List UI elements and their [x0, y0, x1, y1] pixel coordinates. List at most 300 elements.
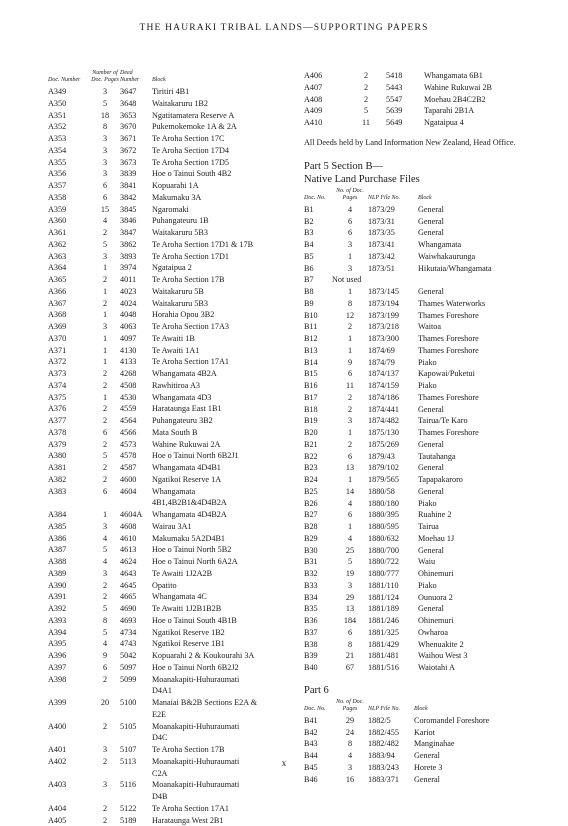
file-number: 1881/325 [368, 627, 418, 639]
table-row [304, 251, 544, 263]
file-number: 5100 [120, 697, 152, 709]
page-count: 12 [332, 310, 368, 322]
file-number: 1874/137 [368, 368, 418, 380]
doc-number: A358 [48, 192, 90, 204]
block-name: Te Aroha Section 17D5 [152, 157, 300, 169]
table-row [304, 427, 544, 439]
page-count: 2 [90, 368, 120, 380]
page-count: 3 [332, 415, 368, 427]
block-name: Wahine Rukuwai 2A [152, 439, 300, 451]
block-name: Kariot [414, 727, 544, 739]
file-number: 1882/5 [368, 715, 414, 727]
block-name: Thames Foreshore [418, 345, 544, 357]
doc-number: A390 [48, 580, 90, 592]
page-count: 13 [332, 603, 368, 615]
block-name: Moanakapiti-Huhuraumati [152, 779, 300, 791]
doc-number: A397 [48, 662, 90, 674]
table-row [304, 117, 544, 129]
table-row [48, 392, 300, 404]
page-count: 6 [332, 451, 368, 463]
table-row [48, 509, 300, 521]
doc-number: A377 [48, 415, 90, 427]
block-continuation: 4B1,4B2B1&4D4B2A [48, 497, 300, 509]
file-number: 1879/565 [368, 474, 418, 486]
table-row [48, 368, 300, 380]
page-count: 6 [332, 509, 368, 521]
table-row [48, 721, 300, 733]
block-name: Wahine Rukuwai 2B [424, 82, 544, 94]
doc-number: B35 [304, 603, 332, 615]
block-name: Whangamata 4B2A [152, 368, 300, 380]
file-number: 5418 [386, 70, 424, 82]
block-name: Manginahae [414, 738, 544, 750]
file-number: 3974 [120, 262, 152, 274]
block-name: Piako [418, 357, 544, 369]
doc-number: B38 [304, 639, 332, 651]
block-name: Ohinemuri [418, 568, 544, 580]
table-row [48, 180, 300, 192]
block-name: Te Awaiti 1J2B1B2B [152, 603, 300, 615]
doc-number: B32 [304, 568, 332, 580]
block-name: Ngatikoi Reserve 1B2 [152, 627, 300, 639]
doc-number: A396 [48, 650, 90, 662]
page-count: 8 [332, 738, 368, 750]
table-row [48, 768, 300, 780]
table-row [48, 168, 300, 180]
block-name: Waitakaruru 5B3 [152, 298, 300, 310]
file-number: 1874/441 [368, 404, 418, 416]
page-count: 25 [332, 545, 368, 557]
page-number: x [0, 758, 568, 768]
doc-number: B17 [304, 392, 332, 404]
file-number: 1875/130 [368, 427, 418, 439]
page-count: 16 [332, 774, 368, 786]
page-count: 2 [346, 94, 386, 106]
file-number: 4645 [120, 580, 152, 592]
header-doc-number: Doc. Number [48, 70, 90, 86]
block-name: General [414, 750, 544, 762]
file-number: 1880/722 [368, 556, 418, 568]
table-row [304, 556, 544, 568]
table-row [48, 239, 300, 251]
part6-table-body [304, 715, 544, 786]
table-row [48, 251, 300, 263]
doc-number: B44 [304, 750, 332, 762]
doc-number: A404 [48, 803, 90, 815]
file-number: 1882/482 [368, 738, 414, 750]
block-name: Te Aroha Section 17D1 & 17B [152, 239, 300, 251]
page-count: 4 [90, 638, 120, 650]
table-row [48, 356, 300, 368]
page-count: 4 [332, 204, 368, 216]
page-count: 14 [332, 486, 368, 498]
table-row [48, 403, 300, 415]
doc-number: B27 [304, 509, 332, 521]
page-count: 6 [90, 427, 120, 439]
page-count: 3 [90, 744, 120, 756]
page-count: 3 [90, 521, 120, 533]
page-count: 3 [90, 145, 120, 157]
table-row [304, 650, 544, 662]
block-name: Moanakapiti-Huhuraumati [152, 721, 300, 733]
page-count: 2 [90, 380, 120, 392]
page-count: 13 [332, 462, 368, 474]
block-name: Thames Foreshore [418, 310, 544, 322]
file-number: 4690 [120, 603, 152, 615]
doc-number: B34 [304, 592, 332, 604]
file-number: 3653 [120, 110, 152, 122]
doc-number: A386 [48, 533, 90, 545]
table-row [48, 204, 300, 216]
page-count: 2 [346, 82, 386, 94]
file-number: 1882/455 [368, 727, 414, 739]
doc-number: B7 [304, 274, 332, 286]
table-row [304, 298, 544, 310]
doc-number: A369 [48, 321, 90, 333]
page-count: 2 [332, 321, 368, 333]
table-row [48, 274, 300, 286]
file-number: 5122 [120, 803, 152, 815]
file-number: 1880/395 [368, 509, 418, 521]
doc-number: B12 [304, 333, 332, 345]
page-count: 6 [90, 192, 120, 204]
page-count: 1 [332, 521, 368, 533]
page-count: 5 [90, 544, 120, 556]
doc-number: B29 [304, 533, 332, 545]
page-count: 29 [332, 715, 368, 727]
file-number: 4573 [120, 439, 152, 451]
page-count: 3 [90, 251, 120, 263]
file-number: 1879/102 [368, 462, 418, 474]
block-name: Pukemokemoke 1A & 2A [152, 121, 300, 133]
file-number: 4665 [120, 591, 152, 603]
doc-number: B26 [304, 498, 332, 510]
page-count: 1 [90, 509, 120, 521]
block-name: Thames Foreshore [418, 333, 544, 345]
page-count: 2 [332, 392, 368, 404]
doc-number: A355 [48, 157, 90, 169]
file-number: 4508 [120, 380, 152, 392]
file-number: 1875/269 [368, 439, 418, 451]
table-row [48, 474, 300, 486]
doc-number: A406 [304, 70, 346, 82]
table-row [48, 697, 300, 709]
page-count: 1 [332, 286, 368, 298]
doc-number: B31 [304, 556, 332, 568]
doc-number: B1 [304, 204, 332, 216]
table-row [304, 345, 544, 357]
file-number: 1873/300 [368, 333, 418, 345]
block-name: Hoe o Tainui South 4B2 [152, 168, 300, 180]
block-name: Tapapakaroro [418, 474, 544, 486]
doc-number: A370 [48, 333, 90, 345]
file-number: 1873/29 [368, 204, 418, 216]
table-row [48, 309, 300, 321]
page-count: 4 [332, 498, 368, 510]
doc-number: B15 [304, 368, 332, 380]
file-number: 4734 [120, 627, 152, 639]
file-number: 5116 [120, 779, 152, 791]
doc-number: B9 [304, 298, 332, 310]
block-name: Puhangateuru 3B2 [152, 415, 300, 427]
table-row [304, 486, 544, 498]
page-count: 1 [332, 345, 368, 357]
doc-number: A376 [48, 403, 90, 415]
file-number: 1883/243 [368, 762, 414, 774]
file-number: 1883/94 [368, 750, 414, 762]
block-name: Whenuakite 2 [418, 639, 544, 651]
file-number: 1873/31 [368, 216, 418, 228]
file-number: 4023 [120, 286, 152, 298]
table-row [48, 486, 300, 498]
table-row [48, 544, 300, 556]
block-name: General [418, 227, 544, 239]
page-count: 6 [332, 227, 368, 239]
file-number: 1880/700 [368, 545, 418, 557]
header-doc-no: Doc. No. [304, 699, 332, 715]
doc-number: A359 [48, 204, 90, 216]
block-name: Whangamata [418, 239, 544, 251]
table-row [304, 592, 544, 604]
page-count: 2 [90, 298, 120, 310]
block-name: Moanakapiti-Huhuraumati [152, 674, 300, 686]
block-name: Makumaku 3A [152, 192, 300, 204]
doc-number: A352 [48, 121, 90, 133]
page-count: 2 [90, 580, 120, 592]
doc-number: B6 [304, 263, 332, 275]
page-count: 8 [332, 298, 368, 310]
page-count: 1 [332, 333, 368, 345]
block-name: Hoe o Tainui North 6A2A [152, 556, 300, 568]
page-count: 1 [332, 427, 368, 439]
block-name: Waitakaruru 5B3 [152, 227, 300, 239]
table-row [304, 404, 544, 416]
doc-number: A362 [48, 239, 90, 251]
file-number: 1880/58 [368, 486, 418, 498]
file-number: 1873/194 [368, 298, 418, 310]
block-name: Kopuarahi 1A [152, 180, 300, 192]
block-name: Ruahine 2 [418, 509, 544, 521]
table-row [48, 779, 300, 791]
table-row [48, 638, 300, 650]
file-number: 4604 [120, 486, 152, 498]
doc-number: B22 [304, 451, 332, 463]
page-count: 24 [332, 727, 368, 739]
file-number: 4643 [120, 568, 152, 580]
doc-number: A393 [48, 615, 90, 627]
page-count: 4 [90, 533, 120, 545]
table-row [304, 415, 544, 427]
table-row [304, 580, 544, 592]
page-count: 1 [90, 345, 120, 357]
doc-number: B11 [304, 321, 332, 333]
block-continuation: D4B [48, 791, 300, 803]
page-count: 8 [332, 639, 368, 651]
block-name: Waiu [418, 556, 544, 568]
block-name: Thames Foreshore [418, 392, 544, 404]
block-name: Opatito [152, 580, 300, 592]
table-row [48, 591, 300, 603]
page-count: 4 [90, 215, 120, 227]
table-row [304, 105, 544, 117]
doc-number: A387 [48, 544, 90, 556]
file-number: 1879/43 [368, 451, 418, 463]
block-name: Kopuarahi 2 & Koukourahi 3A [152, 650, 300, 662]
block-name: Te Aroha Section 17D1 [152, 251, 300, 263]
table-row [48, 345, 300, 357]
table-row [304, 545, 544, 557]
file-number: 1881/189 [368, 603, 418, 615]
table-row [304, 627, 544, 639]
page-count: 67 [332, 662, 368, 674]
file-number: 3846 [120, 215, 152, 227]
table-row [48, 732, 300, 744]
doc-number: A379 [48, 439, 90, 451]
table-row [48, 298, 300, 310]
block-name: Kapowai/Puketui [418, 368, 544, 380]
page-count: 6 [332, 368, 368, 380]
file-number: 3841 [120, 180, 152, 192]
block-name: Waiotahi A [418, 662, 544, 674]
table-row [48, 145, 300, 157]
table-row [304, 321, 544, 333]
doc-number: A356 [48, 168, 90, 180]
page-count: 3 [332, 239, 368, 251]
block-name: Horete 3 [414, 762, 544, 774]
table-row [48, 815, 300, 826]
block-name: Ngaromaki [152, 204, 300, 216]
doc-number: B3 [304, 227, 332, 239]
table-row [304, 274, 544, 286]
file-number: 4011 [120, 274, 152, 286]
page-count: 2 [90, 227, 120, 239]
block-name: Te Aroha Section 17A1 [152, 356, 300, 368]
table-row [304, 603, 544, 615]
part6-title: Part 6 [304, 684, 544, 697]
file-number: 1873/41 [368, 239, 418, 251]
file-number: 1874/482 [368, 415, 418, 427]
doc-number: A354 [48, 145, 90, 157]
table-row [48, 521, 300, 533]
page-count: 3 [90, 157, 120, 169]
page-count: 1 [90, 262, 120, 274]
doc-number: A402 [48, 756, 90, 768]
doc-number: A395 [48, 638, 90, 650]
not-used-note: Not used [332, 274, 544, 286]
part5-table-body [304, 204, 544, 674]
page-count: 6 [332, 627, 368, 639]
block-name: Hoe o Tainui North 6B2J1 [152, 450, 300, 462]
doc-number: A373 [48, 368, 90, 380]
page-count: 5 [90, 627, 120, 639]
table-row [48, 157, 300, 169]
page-count: 3 [90, 568, 120, 580]
page-count: 18 [90, 110, 120, 122]
block-name: Taparahi 2B1A [424, 105, 544, 117]
block-name: Hoe o Tainui South 4B1B [152, 615, 300, 627]
block-name: Harataunga East 1B1 [152, 403, 300, 415]
page-count: 15 [90, 204, 120, 216]
table-row [304, 568, 544, 580]
file-number: 4613 [120, 544, 152, 556]
file-number: 3647 [120, 86, 152, 98]
page-count: 184 [332, 615, 368, 627]
file-number: 5639 [386, 105, 424, 117]
table-row [304, 368, 544, 380]
file-number: 4133 [120, 356, 152, 368]
table-row [304, 239, 544, 251]
page-count: 11 [346, 117, 386, 129]
file-number: 5189 [120, 815, 152, 826]
doc-number: A408 [304, 94, 346, 106]
block-name: Hikutaia/Whangamata [418, 263, 544, 275]
table-row [48, 603, 300, 615]
block-name: Ounuora 2 [418, 592, 544, 604]
file-number: 5042 [120, 650, 152, 662]
file-number: 1873/199 [368, 310, 418, 322]
block-name: Tairua/Te Karo [418, 415, 544, 427]
table-row [48, 685, 300, 697]
table-row [48, 791, 300, 803]
table-row [48, 227, 300, 239]
doc-number: A357 [48, 180, 90, 192]
header-nlp-file: NLP File No. [368, 188, 418, 204]
page-count: 3 [332, 580, 368, 592]
block-name: Tairua [418, 521, 544, 533]
doc-number: B46 [304, 774, 332, 786]
doc-number: A371 [48, 345, 90, 357]
table-row [304, 451, 544, 463]
page-count: 1 [90, 356, 120, 368]
header-doc-pages: No. of Doc. Pages [332, 188, 368, 204]
file-number: 5649 [386, 117, 424, 129]
doc-number: A403 [48, 779, 90, 791]
page-count: 3 [90, 779, 120, 791]
header-block: Block [152, 70, 300, 86]
doc-number: B42 [304, 727, 332, 739]
page-count: 4 [332, 750, 368, 762]
doc-number: B5 [304, 251, 332, 263]
file-number: 1874/79 [368, 357, 418, 369]
page-count: 2 [332, 439, 368, 451]
page-count: 3 [332, 263, 368, 275]
page-count: 2 [90, 674, 120, 686]
block-name: Thames Foreshore [418, 427, 544, 439]
page-count: 2 [90, 415, 120, 427]
table-row [304, 286, 544, 298]
block-name: Owharoa [418, 627, 544, 639]
doc-number: A360 [48, 215, 90, 227]
block-name: Whangamata 4D3 [152, 392, 300, 404]
header-block: Block [418, 188, 544, 204]
page-count: 4 [90, 556, 120, 568]
doc-number: B10 [304, 310, 332, 322]
block-name: Makumaku 5A2D4B1 [152, 533, 300, 545]
file-number: 5547 [386, 94, 424, 106]
doc-number: A367 [48, 298, 90, 310]
page-count: 11 [332, 380, 368, 392]
doc-number: B37 [304, 627, 332, 639]
doc-number: A405 [48, 815, 90, 826]
file-number: 1880/632 [368, 533, 418, 545]
table-row [304, 498, 544, 510]
table-row [304, 380, 544, 392]
file-number: 3671 [120, 133, 152, 145]
doc-number: B41 [304, 715, 332, 727]
file-number: 4587 [120, 462, 152, 474]
table-row [48, 121, 300, 133]
doc-number: B25 [304, 486, 332, 498]
